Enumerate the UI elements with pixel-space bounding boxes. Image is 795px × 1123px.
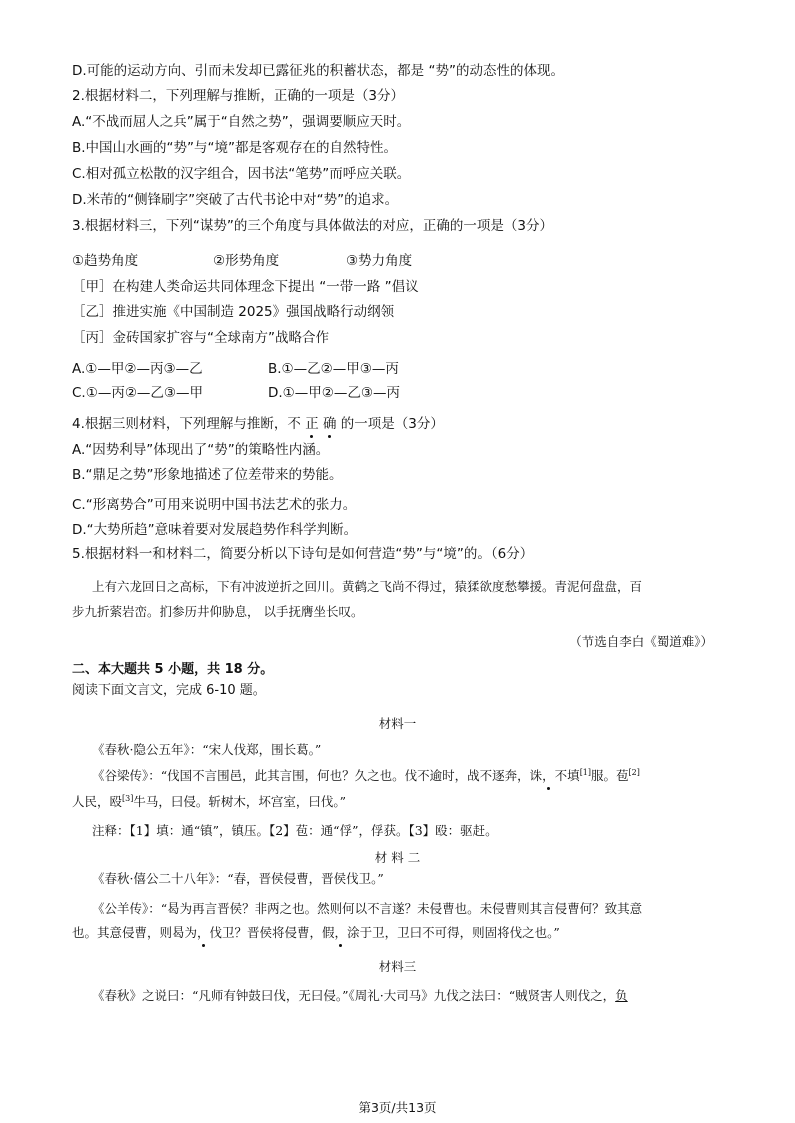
q3-option-d: D.①—甲②—乙③—丙 xyxy=(268,385,400,401)
q3-angle-2: ②形势角度 xyxy=(213,253,280,269)
q4-stem: 4.根据三则材料，下列理解与推断，不 正 确 的一项是（3分） xyxy=(72,416,444,432)
q3-angle-1: ①趋势角度 xyxy=(72,253,139,269)
section-2-intro: 阅读下面文言文，完成 6-10 题。 xyxy=(72,683,266,698)
material-1-notes: 注释：【1】填：通“镇”，镇压。【2】苞：通“俘”，俘获。【3】殴：驱赶。 xyxy=(92,823,498,838)
footnote-marker-3: [3] xyxy=(122,793,134,803)
q4-option-c: C.“形离势合”可用来说明中国书法艺术的张力。 xyxy=(72,497,357,513)
q5-stem: 5.根据材料一和材料二，简要分析以下诗句是如何营造“势”与“境”的。（6分） xyxy=(72,546,534,562)
q3-item-jia: ［甲］在构建人类命运共同体理念下提出 “一带一路 ”倡议 xyxy=(72,279,419,295)
dotted-punct: ， xyxy=(542,768,555,783)
material-1-line-2: 《谷梁传》：“伐国不言围邑，此其言围，何也？久之也。伐不逾时，战不逐奔，诛，不填[1]服。苞[2] xyxy=(92,767,640,783)
q2-option-b: B.中国山水画的“势”与“境”都是客观存在的自然特性。 xyxy=(72,140,398,156)
poem-line-1: 上有六龙回日之高标，下有冲波逆折之回川。黄鹤之飞尚不得过，猿猱欲度愁攀援。青泥何盘盘，百 xyxy=(92,579,643,594)
material-1-line-3: 人民，殴[3]牛马，曰侵。斩树木，坏宫室，曰伐。” xyxy=(72,793,347,809)
q3-option-a: A.①—甲②—丙③—乙 xyxy=(72,361,203,377)
q4-stem-not: 不 xyxy=(287,416,301,432)
material-1-line-1: 《春秋·隐公五年》：“宋人伐郑，围长葛。” xyxy=(92,742,322,757)
q3-stem: 3.根据材料三，下列“谋势”的三个角度与具体做法的对应，正确的一项是（3分） xyxy=(72,218,553,234)
q2-option-d: D.米芾的“侧锋刷字”突破了古代书论中对“势”的追求。 xyxy=(72,192,399,208)
material-3-title: 材料三 xyxy=(378,959,417,974)
q2-stem: 2.根据材料二，下列理解与推断，正确的一项是（3分） xyxy=(72,88,404,104)
section-2-title: 二、本大题共 5 小题，共 18 分。 xyxy=(72,662,274,677)
q3-item-yi: ［乙］推进实施《中国制造 2025》强国战略行动纲领 xyxy=(72,304,395,320)
material-3-line-1: 《春秋》之说曰：“凡师有钟鼓曰伐，无曰侵。”《周礼·大司马》九伐之法曰：“贼贤害人则伐之，负 xyxy=(92,988,628,1003)
q4-stem-zheng: 正 xyxy=(305,416,319,432)
q3-item-bing: ［丙］金砖国家扩容与“全球南方”战略合作 xyxy=(72,330,329,346)
material-2-title: 材 料 二 xyxy=(374,850,421,865)
dotted-punct: ， xyxy=(334,925,348,940)
material-2-line-2: 《公羊传》：“曷为再言晋侯？非两之也。然则何以不言遂？未侵曹也。未侵曹则其言侵曹何？致其意 xyxy=(92,901,643,916)
footnote-marker-2: [2] xyxy=(628,767,640,777)
poem-line-2: 步九折萦岩峦。扪参历井仰胁息， 以手抚膺坐长叹。 xyxy=(72,604,364,619)
material-2-line-1: 《春秋·僖公二十八年》：“春，晋侯侵曹，晋侯伐卫。” xyxy=(92,871,384,886)
q3-option-b: B.①—乙②—甲③—丙 xyxy=(268,361,399,377)
poem-source: （节选自李白《蜀道难》） xyxy=(569,634,713,649)
q3-option-c: C.①—丙②—乙③—甲 xyxy=(72,385,204,401)
q4-option-d: D.“大势所趋”意味着要对发展趋势作科学判断。 xyxy=(72,522,358,538)
q4-option-a: A.“因势利导”体现出了“势”的策略性内涵。 xyxy=(72,442,330,458)
page-footer: 第3页/共13页 xyxy=(358,1100,437,1115)
q3-angle-3: ③势力角度 xyxy=(346,253,413,269)
dotted-punct: ， xyxy=(197,925,210,940)
underlined-text: 负 xyxy=(615,988,628,1003)
material-2-line-3: 也。其意侵曹，则曷为，伐卫？晋侯将侵曹，假，涂于卫，卫曰不可得，则固将伐之也。” xyxy=(72,925,560,940)
q4-stem-que: 确 xyxy=(322,416,337,432)
q4-option-b: B.“鼎足之势”形象地描述了位差带来的势能。 xyxy=(72,467,343,483)
q2-option-c: C.相对孤立松散的汉字组合，因书法“笔势”而呼应关联。 xyxy=(72,166,411,182)
q2-option-a: A.“不战而屈人之兵”属于“自然之势”，强调要顺应天时。 xyxy=(72,114,411,130)
footnote-marker-1: [1] xyxy=(579,767,592,777)
material-1-title: 材料一 xyxy=(378,716,417,731)
q1-option-d: D.可能的运动方向、引而未发却已露征兆的积蓄状态，都是 “势”的动态性的体现。 xyxy=(72,63,564,79)
